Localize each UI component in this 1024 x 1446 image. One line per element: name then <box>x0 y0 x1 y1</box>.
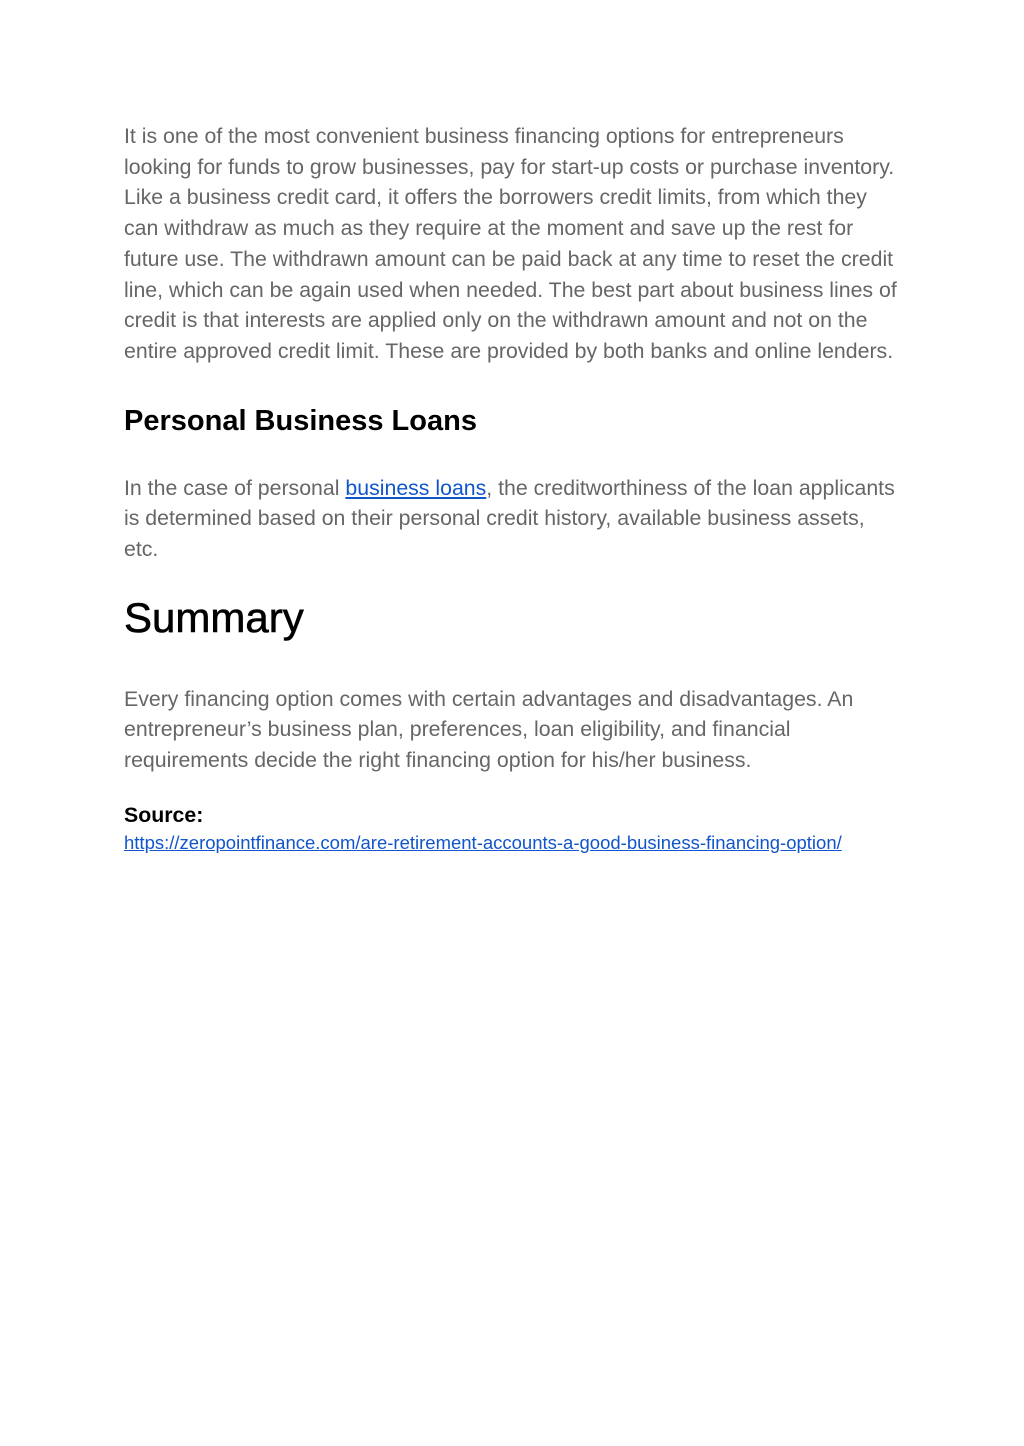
personal-loans-text-before: In the case of personal <box>124 475 346 500</box>
source-link[interactable]: https://zeropointfinance.com/are-retirement-accounts-a-good-business-financing-option/ <box>124 831 842 853</box>
business-loans-link[interactable]: business loans <box>345 475 487 500</box>
intro-paragraph: It is one of the most convenient business financing options for entrepreneurs looking for funds to grow businesses, pay for start-up costs or purchase inventory. Like a business credit card, it offers the borrowers credit limits, from which they can withdraw as much as they require at the moment and save up the rest for future use. The withdrawn amount can be paid back at any time to reset the credit line, which can be again used when needed. The best part about business lines of credit is that interests are applied only on the withdrawn amount and not on the entire approved credit limit. These are provided by both banks and online lenders. <box>124 124 897 363</box>
summary-paragraph: Every financing option comes with certain advantages and disadvantages. An entrepreneur’s business plan, preferences, loan eligibility, and financial requirements decide the right financing option for his/her business. <box>124 686 854 773</box>
personal-business-loans-heading: Personal Business Loans <box>124 404 477 437</box>
document-body <box>124 121 904 855</box>
summary-heading: Summary <box>124 593 304 641</box>
source-label: Source: <box>124 802 204 827</box>
personal-loans-paragraph <box>124 473 904 565</box>
personal-loans-text-after: , the creditworthiness of the loan applicants is determined based on their personal credit history, available business assets, etc. <box>124 475 895 562</box>
